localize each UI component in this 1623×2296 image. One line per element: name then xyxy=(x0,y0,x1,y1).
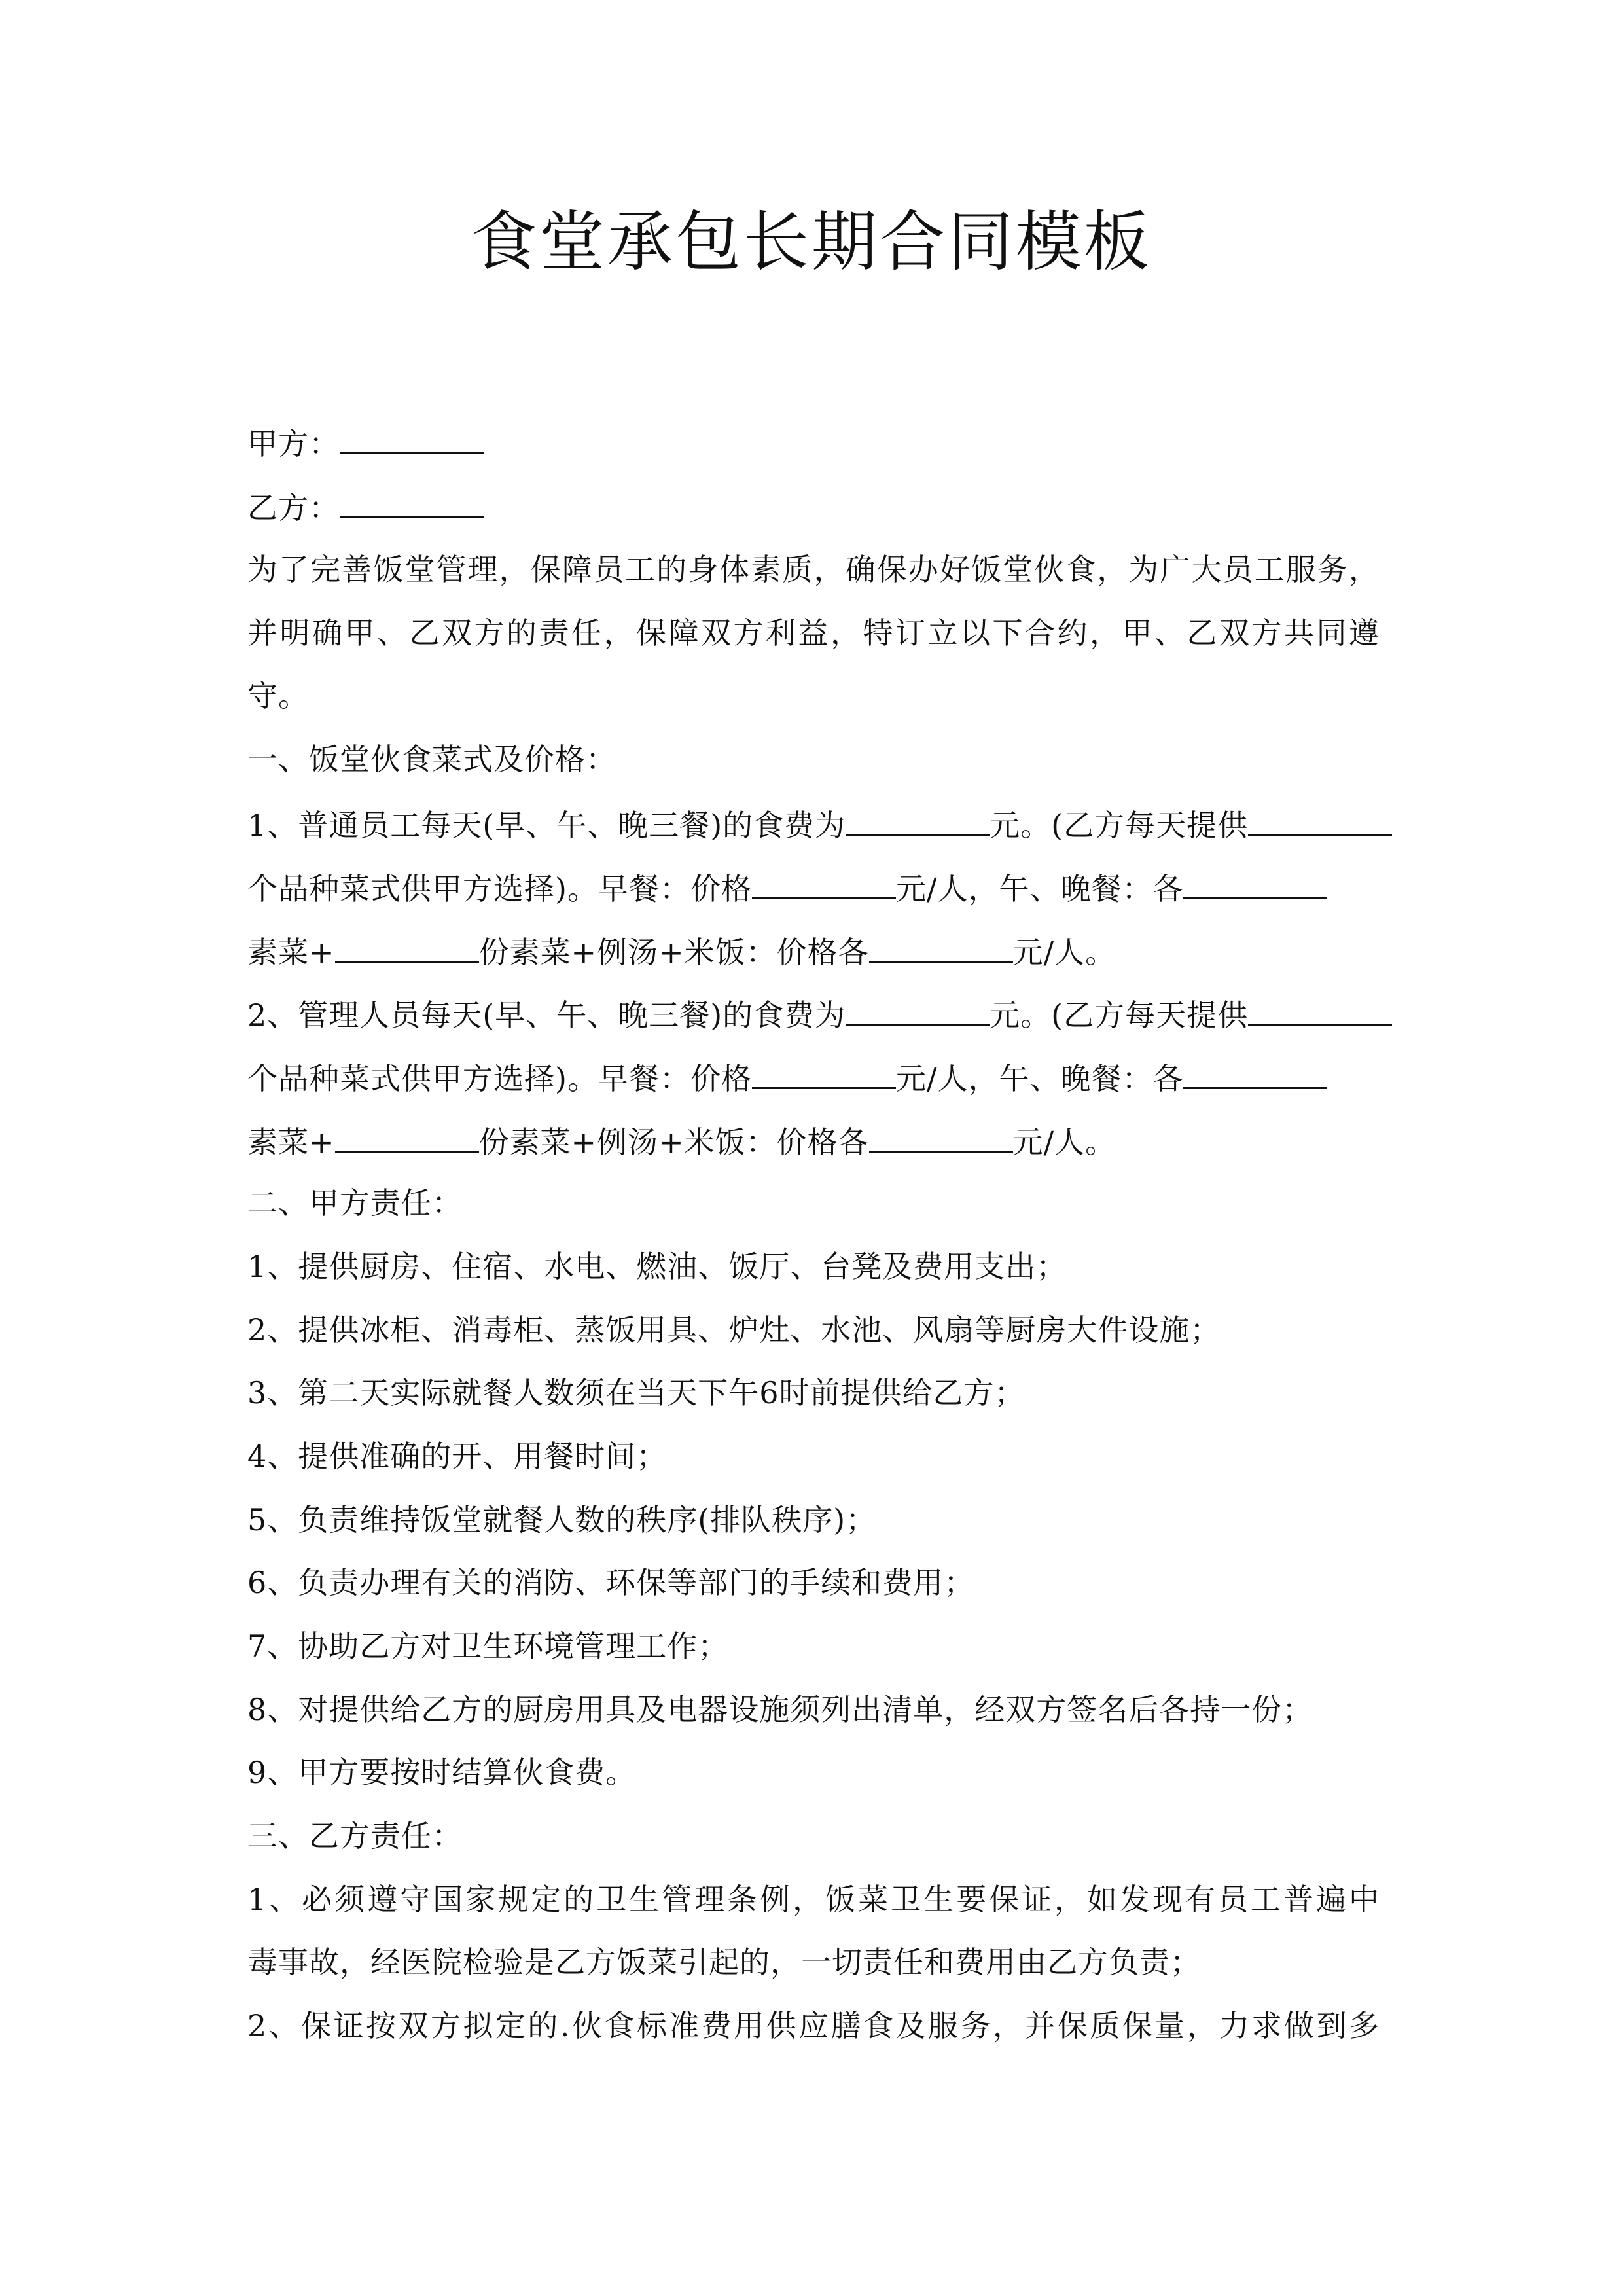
s1-item1-text-g: 元/人。 xyxy=(1012,935,1116,970)
s1-item2-text-f: 份素菜+例汤+米饭：价格各 xyxy=(478,1124,869,1160)
party-a-line xyxy=(247,422,1380,463)
s1-item2-line3 xyxy=(247,1121,1380,1162)
s1-item1-line1 xyxy=(247,804,1380,845)
preamble-line-2: 并明确甲、乙双方的责任，保障双方利益，特订立以下合约，甲、乙双方共同遵 xyxy=(247,615,1380,651)
s3-line-3: 2、保证按双方拟定的.伙食标准费用供应膳食及服务，并保质保量，力求做到多 xyxy=(247,2008,1380,2043)
s1-item1-price-blank[interactable] xyxy=(869,931,1013,963)
s2-item-1: 1、提供厨房、住宿、水电、燃油、饭厅、台凳及费用支出； xyxy=(247,1249,1067,1284)
preamble-line-1: 为了完善饭堂管理，保障员工的身体素质，确保办好饭堂伙食，为广大员工服务， xyxy=(247,552,1380,587)
s2-item-9: 9、甲方要按时结算伙食费。 xyxy=(247,1755,637,1790)
s1-item1-each-blank[interactable] xyxy=(1183,867,1327,899)
section3-heading: 三、乙方责任： xyxy=(247,1818,463,1854)
s1-item2-line2 xyxy=(247,1057,1380,1098)
s1-item2-text-b: 元。(乙方每天提供 xyxy=(990,997,1249,1033)
s1-item1-text-a: 1、普通员工每天(早、午、晚三餐)的食费为 xyxy=(247,808,846,843)
s2-item-4: 4、提供准确的开、用餐时间； xyxy=(247,1439,668,1474)
party-b-blank[interactable] xyxy=(340,486,484,518)
s1-item2-price-blank[interactable] xyxy=(869,1121,1013,1153)
s2-item-5: 5、负责维持饭堂就餐人数的秩序(排队秩序)； xyxy=(247,1502,877,1537)
s1-item2-veg-blank[interactable] xyxy=(335,1121,479,1153)
s2-item-2: 2、提供冰柜、消毒柜、蒸饭用具、炉灶、水池、风扇等厨房大件设施； xyxy=(247,1312,1221,1348)
s1-item2-text-c: 个品种菜式供甲方选择)。早餐：价格 xyxy=(247,1061,752,1096)
s2-item-7: 7、协助乙方对卫生环境管理工作； xyxy=(247,1628,729,1664)
s3-line-2: 毒事故，经医院检验是乙方饭菜引起的，一切责任和费用由乙方负责； xyxy=(247,1945,1201,1980)
s1-item1-fee-blank[interactable] xyxy=(846,804,990,836)
s2-item-3: 3、第二天实际就餐人数须在当天下午6时前提供给乙方； xyxy=(247,1375,1026,1410)
s1-item2-breakfast-blank[interactable] xyxy=(752,1057,896,1089)
s1-item1-breakfast-blank[interactable] xyxy=(752,867,896,899)
s1-item1-text-b: 元。(乙方每天提供 xyxy=(990,808,1249,843)
section2-heading: 二、甲方责任： xyxy=(247,1185,463,1221)
s2-item-6: 6、负责办理有关的消防、环保等部门的手续和费用； xyxy=(247,1565,975,1600)
s3-line-1: 1、必须遵守国家规定的卫生管理条例，饭菜卫生要保证，如发现有员工普遍中 xyxy=(247,1882,1380,1917)
s1-item1-text-e: 素菜+ xyxy=(247,935,335,970)
party-b-line xyxy=(247,486,1380,528)
party-b-label: 乙方： xyxy=(247,490,340,526)
s1-item2-text-e: 素菜+ xyxy=(247,1124,335,1160)
s1-item1-text-c: 个品种菜式供甲方选择)。早餐：价格 xyxy=(247,871,752,906)
s1-item1-text-d: 元/人，午、晚餐：各 xyxy=(895,871,1184,906)
party-a-blank[interactable] xyxy=(340,422,484,454)
s1-item1-line3 xyxy=(247,931,1380,972)
party-a-label: 甲方： xyxy=(247,426,340,461)
s2-item-8: 8、对提供给乙方的厨房用具及电器设施须列出清单，经双方签名后各持一份； xyxy=(247,1692,1313,1727)
section1-heading: 一、饭堂伙食菜式及价格： xyxy=(247,742,616,777)
s1-item1-varieties-blank[interactable] xyxy=(1248,804,1392,836)
s1-item2-text-a: 2、管理人员每天(早、午、晚三餐)的食费为 xyxy=(247,997,846,1033)
s1-item2-text-d: 元/人，午、晚餐：各 xyxy=(895,1061,1184,1096)
s1-item2-varieties-blank[interactable] xyxy=(1248,994,1392,1026)
s1-item2-each-blank[interactable] xyxy=(1183,1057,1327,1089)
document-title: 食堂承包长期合同模板 xyxy=(471,204,1152,280)
s1-item2-line1 xyxy=(247,994,1380,1035)
s1-item1-veg-blank[interactable] xyxy=(335,931,479,963)
s1-item1-text-f: 份素菜+例汤+米饭：价格各 xyxy=(478,935,869,970)
s1-item2-text-g: 元/人。 xyxy=(1012,1124,1116,1160)
s1-item1-line2 xyxy=(247,867,1380,908)
s1-item2-fee-blank[interactable] xyxy=(846,994,990,1026)
preamble-line-3: 守。 xyxy=(247,678,309,713)
